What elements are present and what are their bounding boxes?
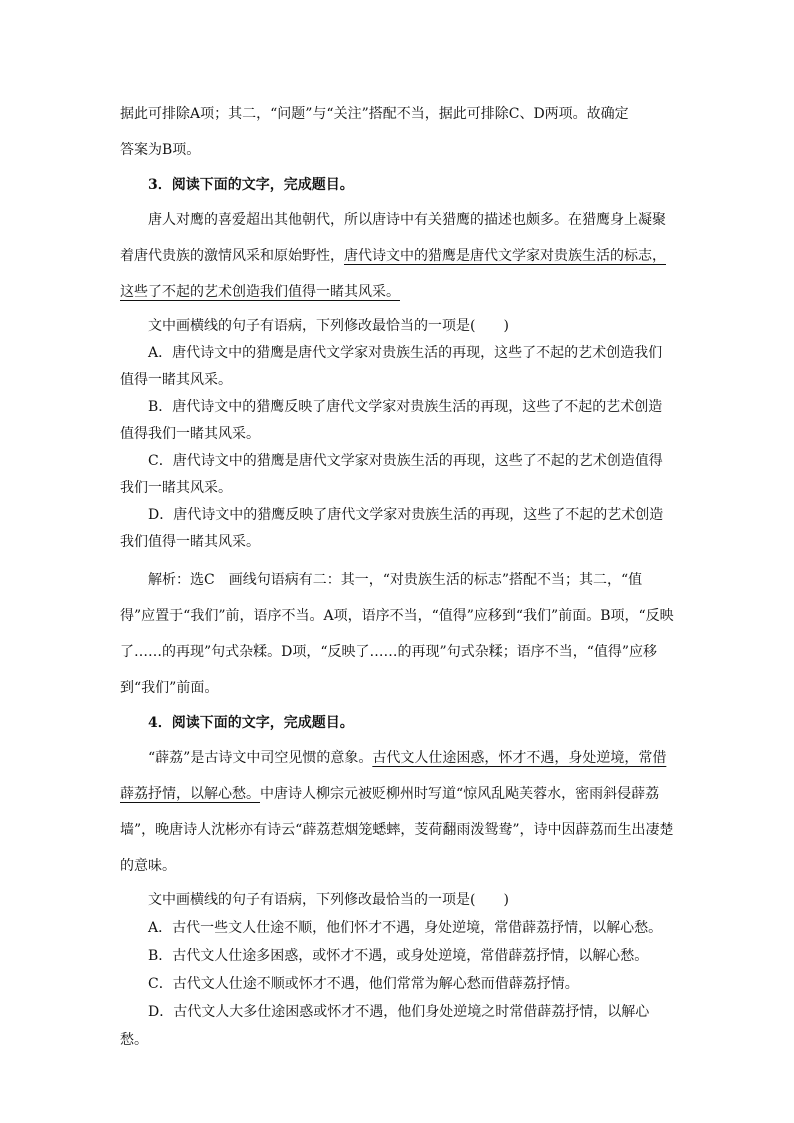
q4-option-c: C．古代文人仕途不顺或怀才不遇，他们常常为解心愁而借薜荔抒情。 xyxy=(148,976,579,992)
prev-explanation xyxy=(120,96,676,168)
q4-option-d: D．古代文人大多仕途困惑或怀才不遇，他们身处逆境之时常借薜荔抒情，以解心愁。 xyxy=(120,1004,650,1048)
q3-prompt: 文中画横线的句子有语病，下列修改最恰当的一项是( ) xyxy=(148,318,509,334)
q4-passage-underlined: 古代文人仕途困惑，怀才不遇，身处逆境，常借薜荔抒情，以解心愁。 xyxy=(120,750,667,802)
page-content xyxy=(120,96,676,1054)
q4-passage-start: “薜荔”是古诗文中司空见惯的意象。 xyxy=(148,750,373,766)
q3-option-a: A．唐代诗文中的猎鹰是唐代文学家对贵族生活的再现，这些了不起的艺术创造我们值得一睹其风采。 xyxy=(120,345,663,388)
q4-title: 4．阅读下面的文字，完成题目。 xyxy=(148,715,354,731)
q3-passage xyxy=(120,202,676,310)
q3-passage-underlined: 唐代诗文中的猎鹰是唐代文学家对贵族生活的标志，这些了不起的艺术创造我们值得一睹其风采。 xyxy=(120,248,666,300)
q4-passage xyxy=(120,740,676,884)
q4-option-b: B．古代文人仕途多困惑，或怀才不遇，或身处逆境，常借薜荔抒情，以解心愁。 xyxy=(148,948,649,964)
q3-option-b: B．唐代诗文中的猎鹰反映了唐代文学家对贵族生活的再现，这些了不起的艺术创造值得我们一睹其风采。 xyxy=(120,399,663,442)
q3-passage-start: 唐人对鹰的喜爱超出其他朝代，所以唐诗中有关猎鹰的描述也颇多。在猎鹰身上凝聚着唐代贵族的激情风采和原始野性， xyxy=(120,212,666,264)
prev-explanation-line2: 答案为B项。 xyxy=(120,142,201,158)
q3-analysis: 解析：选C 画线句语病有二：其一，“对贵族生活的标志”搭配不当；其二，“值得”应置于“我们”前，语序不当。A项，语序不当，“值得”应移到“我们”前面。B项，“反映了……的再现”句式杂糅。D项，“反映了……的再现”句式杂糅；语序不当，“值得”应移到“我们”前面。 xyxy=(120,572,674,696)
q4-passage-end: 中唐诗人柳宗元被贬柳州时写道“惊风乱飐芙蓉水，密雨斜侵薜荔墙”，晚唐诗人沈彬亦有诗云“薜荔惹烟笼蟋蟀，芰荷翻雨泼鸳鸯”，诗中因薜荔而生出凄楚的意味。 xyxy=(120,786,674,874)
q4-option-a: A．古代一些文人仕途不顺，他们怀才不遇，身处逆境，常借薜荔抒情，以解心愁。 xyxy=(148,920,663,936)
q3-option-c: C．唐代诗文中的猎鹰是唐代文学家对贵族生活的再现，这些了不起的艺术创造值得我们一睹其风采。 xyxy=(120,453,663,496)
q3-option-d: D．唐代诗文中的猎鹰反映了唐代文学家对贵族生活的再现，这些了不起的艺术创造我们值得一睹其风采。 xyxy=(120,507,664,550)
prev-explanation-line1: 据此可排除A项；其二，“问题”与“关注”搭配不当，据此可排除C、D两项。故确定 xyxy=(120,106,629,122)
q3-title: 3．阅读下面的文字，完成题目。 xyxy=(148,177,354,193)
q4-prompt: 文中画横线的句子有语病，下列修改最恰当的一项是( ) xyxy=(148,892,509,908)
